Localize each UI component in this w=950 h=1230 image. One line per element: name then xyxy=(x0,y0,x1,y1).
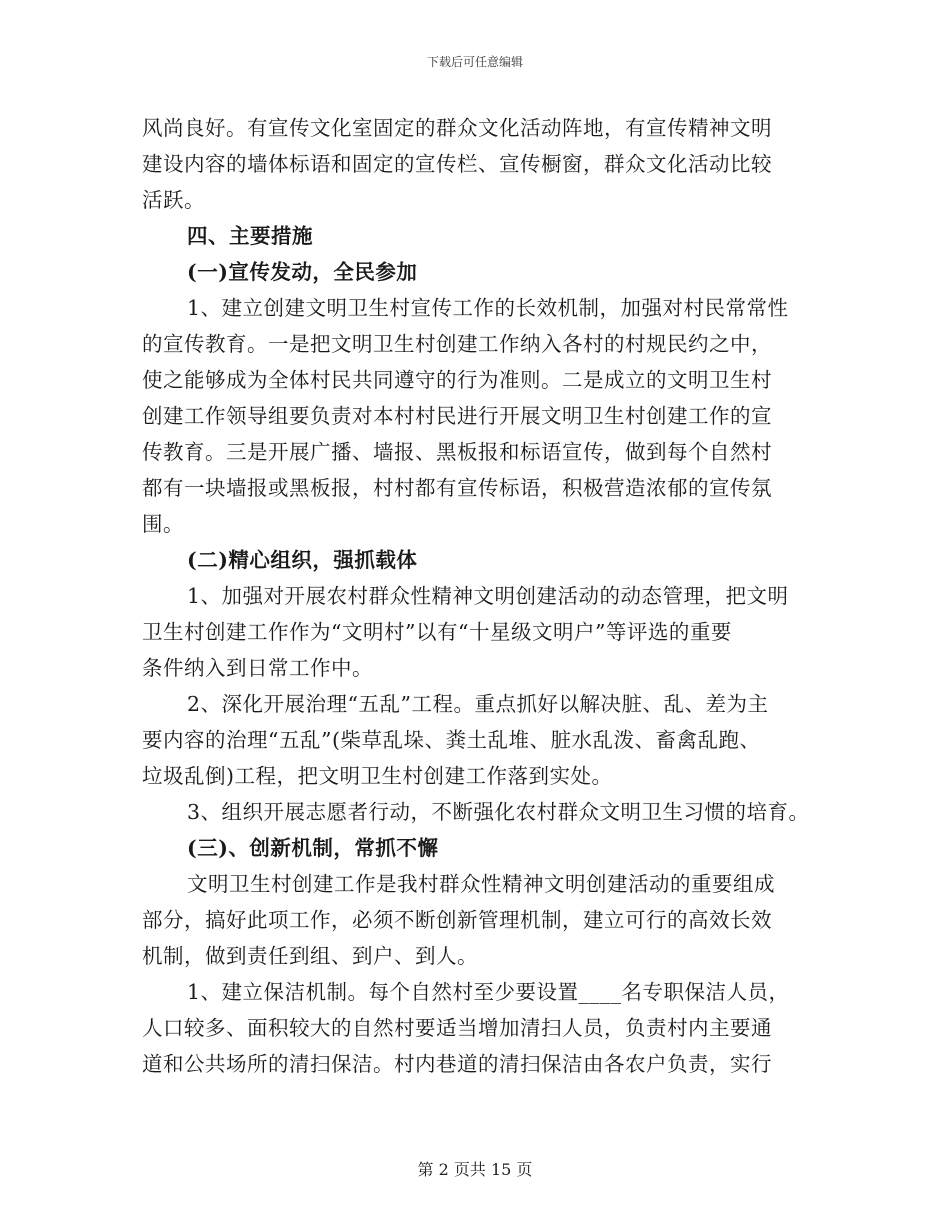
paragraph-line: 2、深化开展治理“五乱”工程。重点抓好以解决脏、乱、差为主 xyxy=(187,692,769,716)
paragraph-line: 建设内容的墙体标语和固定的宣传栏、宣传橱窗，群众文化活动比较 xyxy=(142,152,772,176)
section-heading: (二)精心组织，强抓载体 xyxy=(187,548,418,572)
paragraph-line: 垃圾乱倒)工程，把文明卫生村创建工作落到实处。 xyxy=(142,764,613,788)
page-footer: 第 2 页共 15 页 xyxy=(417,1160,533,1179)
paragraph-line: 围。 xyxy=(142,512,184,536)
paragraph-line: 创建工作领导组要负责对本村村民进行开展文明卫生村创建工作的宣 xyxy=(142,404,772,428)
section-heading: 四、主要措施 xyxy=(187,224,313,248)
page-header: 下载后可任意编辑 xyxy=(426,55,523,69)
paragraph-line: 要内容的治理“五乱”(柴草乱垛、粪土乱堆、脏水乱泼、畜禽乱跑、 xyxy=(142,728,761,752)
paragraph-line: 人口较多、面积较大的自然村要适当增加清扫人员，负责村内主要通 xyxy=(142,1016,772,1040)
paragraph-line: 1、建立保洁机制。每个自然村至少要设置____名专职保洁人员， xyxy=(187,980,790,1004)
paragraph-line: 风尚良好。有宣传文化室固定的群众文化活动阵地，有宣传精神文明 xyxy=(142,116,772,140)
paragraph-line: 文明卫生村创建工作是我村群众性精神文明创建活动的重要组成 xyxy=(187,872,775,896)
paragraph-line: 传教育。三是开展广播、墙报、黑板报和标语宣传，做到每个自然村 xyxy=(142,440,772,464)
paragraph-line: 机制，做到责任到组、到户、到人。 xyxy=(142,944,478,968)
paragraph-line: 的宣传教育。一是把文明卫生村创建工作纳入各村的村规民约之中， xyxy=(142,332,772,356)
section-heading: (一)宣传发动，全民参加 xyxy=(187,260,418,284)
paragraph-line: 都有一块墙报或黑板报，村村都有宣传标语，积极营造浓郁的宣传氛 xyxy=(142,476,772,500)
document-body xyxy=(142,110,810,1082)
paragraph-line: 活跃。 xyxy=(142,188,205,212)
paragraph-line: 3、组织开展志愿者行动，不断强化农村群众文明卫生习惯的培育。 xyxy=(187,800,810,824)
paragraph-line: 部分，搞好此项工作，必须不断创新管理机制，建立可行的高效长效 xyxy=(142,908,772,932)
paragraph-line: 条件纳入到日常工作中。 xyxy=(142,656,373,680)
paragraph-line: 1、建立创建文明卫生村宣传工作的长效机制，加强对村民常常性 xyxy=(187,296,789,320)
paragraph-line: 卫生村创建工作作为“文明村”以有“十星级文明户”等评选的重要 xyxy=(142,620,732,644)
paragraph-line: 1、加强对开展农村群众性精神文明创建活动的动态管理，把文明 xyxy=(187,584,789,608)
section-heading: (三)、创新机制，常抓不懈 xyxy=(187,836,439,860)
paragraph-line: 使之能够成为全体村民共同遵守的行为准则。二是成立的文明卫生村 xyxy=(142,368,772,392)
paragraph-line: 道和公共场所的清扫保洁。村内巷道的清扫保洁由各农户负责，实行 xyxy=(142,1052,772,1076)
